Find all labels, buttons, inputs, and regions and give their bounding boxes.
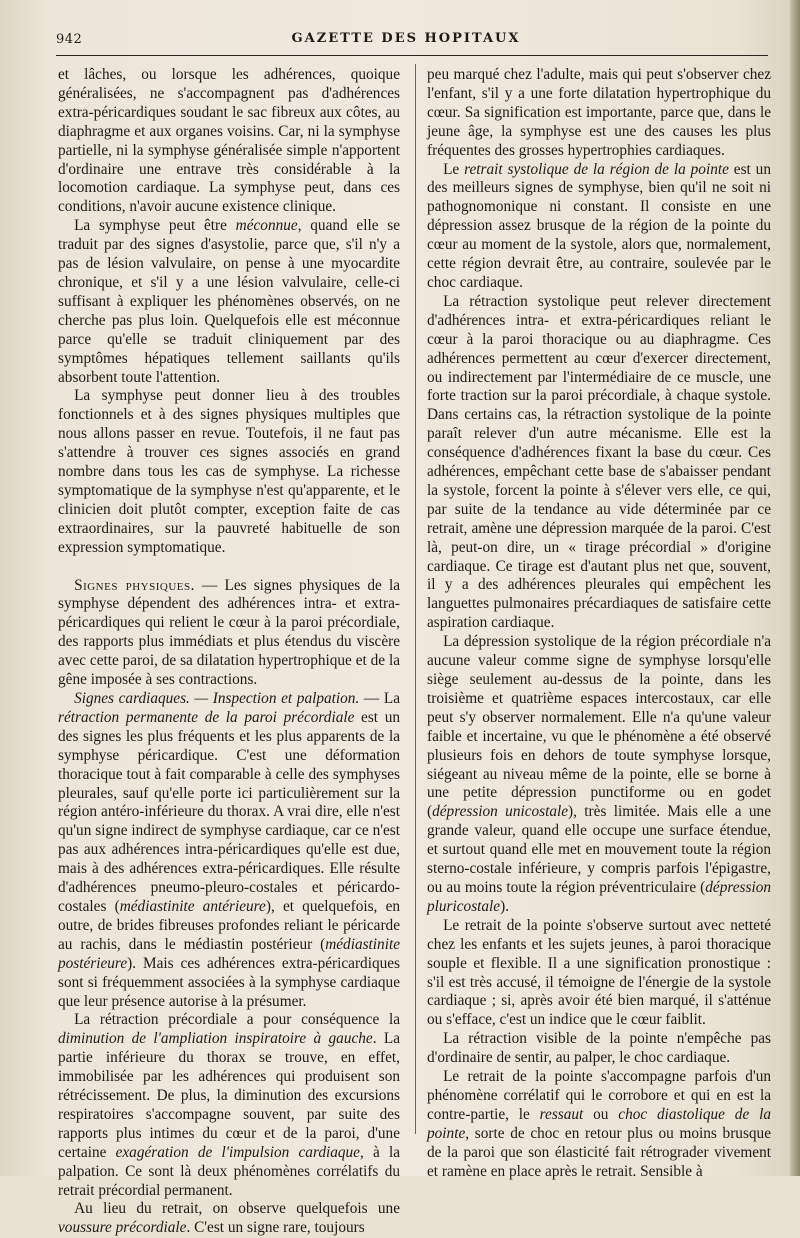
paragraph: peu marqué chez l'adulte, mais qui peut s'observer chez l'enfant, s'il y a une forte dilatation hypertrophique du cœur. Sa signification est importante, parce que, dans le jeune âge, la symphyse est une des causes les plus fréquentes des grosses hypertrophies cardiaques. xyxy=(427,66,771,159)
paragraph: La symphyse peut donner lieu à des troubles fonctionnels et à des signes physiques multiples que nous allons passer en revue. Toutefois, il ne faut pas s'attendre à trouver ces signes associés en grand nombre dans tous les cas de symphyse. La richesse symptomatique de la symphyse n'est qu'apparente, et le clinicien doit plutôt compter, exception faite de cas extraordinaires, sur la pauvreté habituelle de son expression symptomatique. xyxy=(58,387,400,556)
header-rule xyxy=(56,55,768,56)
page-number: 942 xyxy=(56,32,83,47)
paragraph: La rétraction visible de la pointe n'empêche pas d'ordinaire de sentir, au palper, le choc cardiaque. xyxy=(427,1030,771,1067)
paragraph: Signes cardiaques. — Inspection et palpation. — La rétraction permanente de la paroi précordiale est un des signes les plus fréquents et les plus apparents de la symphyse péricardique. C'est une déformation thoracique tout à fait comparable à celle des symphyses pleurales, sauf qu'elle porte ici particulièrement sur la région antéro-inférieure du thorax. A vrai dire, elle n'est qu'un signe indirect de symphyse cardiaque, car ce n'est pas aux adhérences intra-péricardiques qu'elle est due, mais à des adhérences extra-péricardiques. Elle résulte d'adhérences pneumo-pleuro-costales et péricardo-costales (médiastinite antérieure), et quelquefois, en outre, de brides fibreuses profondes reliant le péricarde au rachis, dans le médiastin postérieur (médiastinite postérieure). Mais ces adhérences extra-péricardiques sont si fréquemment associées à la symphyse cardiaque que leur présence autorise à la présumer. xyxy=(58,690,401,1010)
paragraph: La symphyse peut être méconnue, quand elle se traduit par des signes d'asystolie, parce que, s'il n'y a pas de lésion valvulaire, on pense à une myocardite chronique, et s'il y a une lésion valvulaire, celle-ci suffisant à expliquer les phénomènes observés, on ne cherche pas plus loin. Quelquefois elle est méconnue parce qu'elle se traduit cliniquement par des symptômes hépatiques tellement saillants qu'ils absorbent toute l'attention. xyxy=(58,217,400,386)
paragraph: La rétraction précordiale a pour conséquence la diminution de l'ampliation inspiratoire à gauche. La partie inférieure du thorax se trouve, en effet, immobilisée par les adhérences qui produisent son rétrécissement. De plus, la diminution des excursions respiratoires s'accompagne souvent, par suite des rapports plus intimes du cœur et de la paroi, d'une certaine exagération de l'impulsion cardiaque, à la palpation. Ce sont là deux phénomènes corrélatifs du retrait précordial permanent. xyxy=(58,1011,400,1199)
section-paragraph: Signes physiques. — Les signes physiques de la symphyse dépendent des adhérences intra- et extra-péricardiques qui relient le cœur à la paroi précordiale, des rapports plus immédiats et plus étendus du viscère avec cette paroi, de sa dilatation hypertrophique et de la gêne imposée à ses contractions. xyxy=(58,576,400,689)
subsection-heading: Signes cardiaques. — Inspection et palpation. xyxy=(74,690,360,707)
paragraph: Le retrait systolique de la région de la pointe est un des meilleurs signes de symphyse, bien qu'il ne soit ni pathognomonique ni constant. Il consiste en une dépression assez brusque de la région de la pointe du cœur au moment de la systole, alors que, normalement, cette région devrait être, au contraire, soulevée par le choc cardiaque. xyxy=(427,160,771,291)
paragraph: Le retrait de la pointe s'accompagne parfois d'un phénomène corrélatif qui le corrobore et qui en est la contre-partie, le ressaut ou choc diastolique de la pointe, sorte de choc en retour plus ou moins brusque de la paroi que son élasticité fait rétrograder vivement et ramène en place après le retrait. Sensible à xyxy=(427,1068,771,1180)
column-divider xyxy=(415,64,416,1134)
right-column xyxy=(427,66,771,1181)
paragraph: Le retrait de la pointe s'observe surtout avec netteté chez les enfants et les sujets jeunes, à paroi thoracique souple et flexible. Il a une signification pronostique : s'il est très accusé, il témoigne de l'énergie de la systole cardiaque ; si, après avoir été bien marqué, il s'atténue ou s'efface, c'est un indice que le cœur faiblit. xyxy=(427,916,771,1029)
paragraph: et lâches, ou lorsque les adhérences, quoique généralisées, ne s'accompagnent pas d'adhérences extra-péricardiques soudant le sac fibreux aux côtes, au diaphragme et aux organes voisins. Car, ni la symphyse partielle, ni la symphyse généralisée simple n'apportent d'ordinaire une entrave très considérable à la locomotion cardiaque. La symphyse peut, dans ces conditions, n'avoir aucune existence clinique. xyxy=(58,66,400,216)
running-title: GAZETTE DES HOPITAUX xyxy=(291,31,521,46)
paragraph: La rétraction systolique peut relever directement d'adhérences intra- et extra-péricardiques reliant le cœur à la paroi thoracique ou au diaphragme. Ces adhérences permettent au cœur d'exercer directement, ou indirectement par l'intermédiaire de ce muscle, une forte traction sur la paroi précordiale, à chaque systole. Dans certains cas, la rétraction systolique de la pointe paraît relever d'un autre mécanisme. Elle est la conséquence d'adhérences fixant la base du cœur. Ces adhérences, empêchant cette base de s'abaisser pendant la systole, forcent la pointe à s'élever vers elle, ce qui, par suite de la tendance au vide déterminée par ce retrait, amène une dépression marquée de la paroi. C'est là, peut-on dire, un « tirage précordial » d'origine cardiaque. Ce tirage est d'autant plus net que, souvent, il y a des adhérences pleurales qui empêchent les languettes pulmonaires précardiaques de satisfaire cette aspiration cardiaque. xyxy=(427,292,771,632)
paragraph: La dépression systolique de la région précordiale n'a aucune valeur comme signe de symphyse lorsqu'elle siège seulement au-dessus de la pointe, dans les troisième et quatrième espaces intercostaux, car elle peut s'y observer normalement. Elle n'a qu'une valeur faible et incertaine, vu que le phénomène a été observé plusieurs fois en dehors de toute symphyse lorsque, siégeant au niveau même de la pointe, elle se borne à une petite dépression punctiforme ou en godet (dépression unicostale), très limitée. Mais elle a une grande valeur, quand elle occupe une surface étendue, et surtout quand elle met en mouvement toute la région sterno-costale inférieure, y compris parfois l'épigastre, ou au moins toute la région préventriculaire (dépression pluricostale). xyxy=(427,633,771,915)
page-spine-edge xyxy=(790,0,800,1176)
left-column xyxy=(58,66,400,1238)
paragraph: Au lieu du retrait, on observe quelquefois une voussure précordiale. C'est un signe rare, toujours xyxy=(58,1200,400,1237)
page-header xyxy=(56,30,756,52)
section-heading: Signes physiques. xyxy=(74,576,195,594)
